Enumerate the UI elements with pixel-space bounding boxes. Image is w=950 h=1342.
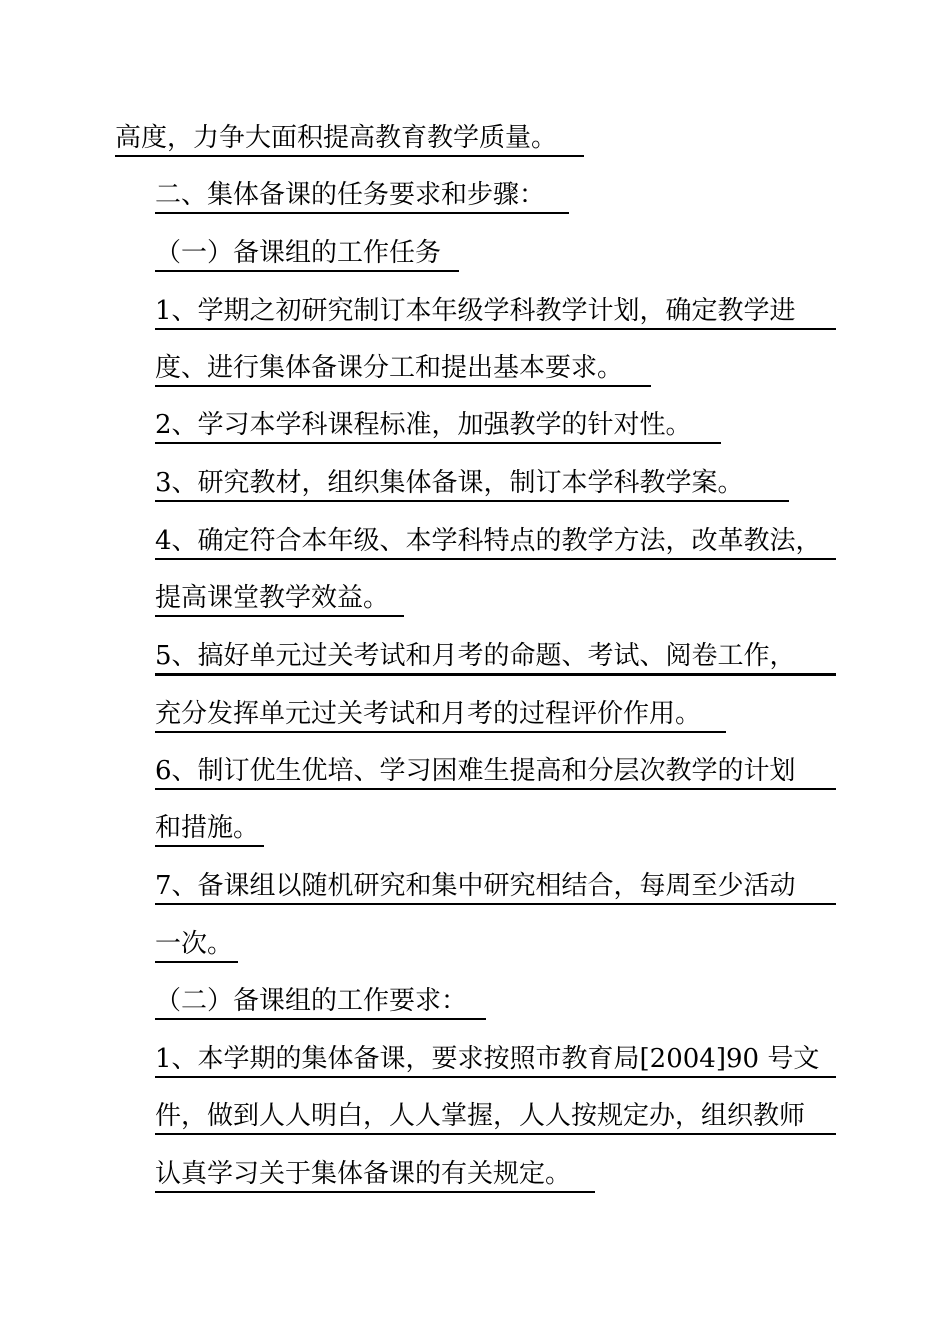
list-item-line: 度、进行集体备课分工和提出基本要求。 — [155, 351, 651, 387]
section-heading: 二、集体备课的任务要求和步骤： — [155, 178, 569, 214]
list-item-line: 7、备课组以随机研究和集中研究相结合，每周至少活动 — [155, 869, 836, 905]
list-item-line: 6、制订优生优培、学习困难生提高和分层次教学的计划 — [155, 754, 836, 790]
list-item-line: 认真学习关于集体备课的有关规定。 — [155, 1157, 595, 1193]
text-line: 高度，力争大面积提高教育教学质量。 — [115, 121, 584, 157]
list-item-line: 和措施。 — [155, 811, 264, 847]
list-item-line: 4、确定符合本年级、本学科特点的教学方法，改革教法， — [155, 524, 836, 560]
list-item-line: 2、学习本学科课程标准，加强教学的针对性。 — [155, 408, 721, 444]
subsection-heading: （一）备课组的工作任务 — [155, 236, 459, 272]
list-item-line: 1、本学期的集体备课，要求按照市教育局[2004]90 号文 — [155, 1042, 836, 1078]
list-item-line: 3、研究教材，组织集体备课，制订本学科教学案。 — [155, 466, 789, 502]
list-item-line: 1、学期之初研究制订本年级学科教学计划，确定教学进 — [155, 294, 836, 330]
list-item-line: 5、搞好单元过关考试和月考的命题、考试、阅卷工作， — [155, 639, 836, 676]
list-item-line: 件，做到人人明白，人人掌握，人人按规定办，组织教师 — [155, 1099, 836, 1135]
list-item-line: 一次。 — [155, 927, 238, 963]
list-item-line: 充分发挥单元过关考试和月考的过程评价作用。 — [155, 697, 726, 733]
list-item-line: 提高课堂教学效益。 — [155, 581, 404, 617]
subsection-heading: （二）备课组的工作要求： — [155, 984, 486, 1020]
